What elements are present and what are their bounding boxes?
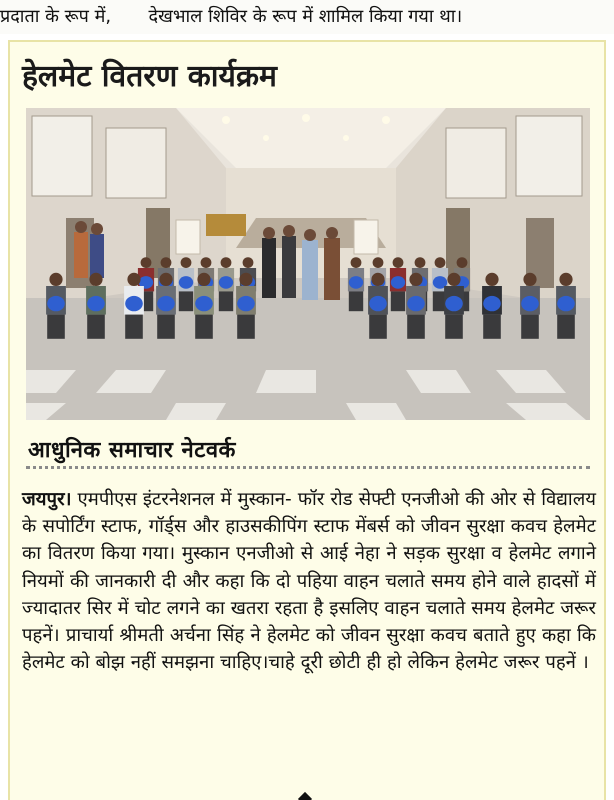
previous-article-text-part1: प्रदाता के रूप में, xyxy=(0,6,112,27)
previous-article-text-part2: देखभाल शिविर के रूप में शामिल किया गया था। xyxy=(148,6,463,27)
news-article-box xyxy=(8,40,606,800)
previous-article-text xyxy=(0,0,614,34)
article-body xyxy=(22,486,596,676)
article-body-text: एमपीएस इंटरनेशनल में मुस्कान- फॉर रोड सेफ्टी एनजीओ की ओर से विद्यालय के सपोर्टिंग स्टाफ, गॉर्ड्स और हाउसकीपिंग स्टाफ मेंबर्स को जीवन सुरक्षा कवच हेलमेट का वितरण किया गया। मुस्कान एनजीओ से आई नेहा ने सड़क सुरक्षा व हेलमेट लगाने नियमों की जानकारी दी और कहा कि दो पहिया वाहन चलाते समय होने वाले हादसों में ज्यादातर सिर में चोट लगने का खतरा रहता है इसलिए वाहन चलाते समय हेलमेट जरूर पहनें। प्राचार्या श्रीमती अर्चना सिंह ने हेलमेट को जीवन सुरक्षा कवच बताते हुए कहा कि हेलमेट को बोझ नहीं समझना चाहिए।चाहे दूरी छोटी ही हो लेकिन हेलमेट जरूर पहनें । xyxy=(22,489,596,674)
article-dateline: जयपुर। xyxy=(22,489,72,510)
article-photo xyxy=(26,108,590,420)
byline-divider xyxy=(26,466,590,469)
article-byline: आधुनिक समाचार नेटवर्क xyxy=(28,438,236,463)
article-continuation-mark xyxy=(298,792,312,800)
article-headline: हेलमेट वितरण कार्यक्रम xyxy=(22,59,277,94)
